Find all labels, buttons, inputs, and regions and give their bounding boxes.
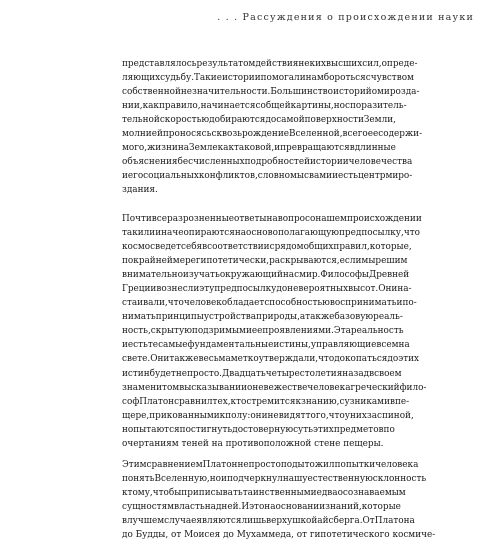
word: проносясь xyxy=(162,129,212,140)
word: назад xyxy=(342,368,370,379)
word: тех, xyxy=(212,396,231,407)
word: зримыми xyxy=(208,326,252,337)
text-line xyxy=(122,57,418,71)
word: разрозненные xyxy=(167,214,235,224)
word: в xyxy=(202,242,208,253)
word: нии, xyxy=(122,101,143,112)
word: попытки xyxy=(334,460,376,470)
word: склонность xyxy=(372,474,427,485)
word: на xyxy=(398,340,410,351)
word: предметов xyxy=(333,424,384,435)
word: и xyxy=(122,171,128,182)
word: за xyxy=(366,410,377,421)
word: бесчисленных xyxy=(177,157,245,168)
word: на xyxy=(266,214,278,224)
word: превращаются xyxy=(280,143,350,154)
word: самой xyxy=(276,115,305,126)
word: с xyxy=(345,101,351,112)
word: Земли, xyxy=(363,115,396,126)
word: человека xyxy=(307,382,351,393)
word: предпосылку, xyxy=(339,228,404,239)
word: на xyxy=(177,143,190,154)
word: длинные xyxy=(354,143,396,154)
word: с xyxy=(339,396,345,407)
word: до xyxy=(387,354,399,365)
word: вопрос xyxy=(277,214,310,224)
word: действия xyxy=(255,59,299,69)
word: Вселенную, xyxy=(154,474,210,485)
word: и xyxy=(332,171,338,182)
text-line xyxy=(122,472,427,486)
word: Почти xyxy=(122,214,152,224)
word: таковой, xyxy=(234,143,275,154)
word: нам xyxy=(305,73,324,84)
word: общих xyxy=(303,242,334,253)
word: под xyxy=(191,326,209,337)
text-line xyxy=(122,395,410,409)
word: тому, xyxy=(127,488,153,499)
word: Большинство xyxy=(270,87,334,98)
word: пытаются xyxy=(133,424,180,435)
word: с xyxy=(255,101,261,112)
text-line: до Будды, от Моисея до Мухаммеда, от гипотетического космиче- xyxy=(122,530,436,541)
word: в xyxy=(122,516,127,527)
word: правил, xyxy=(333,242,370,253)
word: Греции xyxy=(122,284,157,295)
word: также xyxy=(169,354,199,365)
word: естественную xyxy=(307,474,373,485)
word: понять xyxy=(122,474,155,485)
word: также xyxy=(305,312,335,323)
text-line xyxy=(122,310,403,324)
word: постигнуть xyxy=(179,424,233,435)
text-line xyxy=(122,338,410,352)
text-line xyxy=(122,169,413,183)
word: мы xyxy=(290,171,304,182)
word: есть xyxy=(127,340,148,351)
word: суть xyxy=(293,424,314,435)
text-line xyxy=(122,99,407,113)
text-line xyxy=(122,514,415,528)
word: ность, xyxy=(122,326,151,337)
paragraph-2 xyxy=(122,212,427,451)
word: правило, xyxy=(158,101,201,112)
word: к xyxy=(295,396,302,407)
word: едва xyxy=(316,488,338,499)
word: незначительности. xyxy=(180,87,271,98)
text-line xyxy=(122,486,406,500)
word: рождение xyxy=(242,129,289,140)
word: не xyxy=(267,410,279,421)
word: как xyxy=(142,101,159,112)
text-line xyxy=(122,282,412,296)
word: основании xyxy=(275,502,326,513)
word: докопаться xyxy=(334,354,388,365)
word: приписывать xyxy=(181,488,243,499)
word: но xyxy=(333,101,346,112)
text-line xyxy=(122,71,414,85)
word: случае xyxy=(164,516,197,527)
word: в xyxy=(369,368,375,379)
word: Вселенной, xyxy=(289,129,343,140)
word: чувством xyxy=(370,73,414,84)
word: метко xyxy=(230,354,259,365)
word: мого, xyxy=(122,143,148,154)
word: мы xyxy=(361,256,376,267)
word: достоверную xyxy=(232,424,294,435)
word: на xyxy=(234,228,247,239)
word: представлялось xyxy=(122,59,197,69)
word: самые xyxy=(158,340,188,351)
word: знаний, xyxy=(325,502,362,513)
word: сравнил xyxy=(174,396,213,407)
text-line xyxy=(122,127,423,141)
word: нашу xyxy=(282,474,308,485)
word: подробностей xyxy=(244,157,311,168)
text-line xyxy=(122,212,422,226)
word: и xyxy=(221,474,227,485)
word: о xyxy=(309,214,316,224)
word: которые, xyxy=(369,242,412,253)
word: фундаментальные xyxy=(187,340,274,351)
word: всего xyxy=(342,129,368,140)
text-line xyxy=(122,155,413,169)
word: И xyxy=(241,502,250,513)
word: реальность xyxy=(350,326,404,337)
word: стаивали, xyxy=(122,298,168,309)
word: непросто. xyxy=(175,368,222,379)
word: на xyxy=(264,502,276,513)
word: Земле xyxy=(189,143,218,154)
word: но xyxy=(122,424,134,435)
word: гипотетически, xyxy=(195,256,270,267)
word: нимать xyxy=(122,312,156,323)
word: крайней xyxy=(133,256,173,267)
word: них xyxy=(350,410,367,421)
word: до xyxy=(276,284,288,295)
word: ляющих xyxy=(122,73,161,84)
word: сил, xyxy=(362,59,382,69)
word: миро- xyxy=(385,171,413,182)
word: историй xyxy=(333,87,372,98)
word: воспринимать xyxy=(329,298,397,309)
word: ответы xyxy=(234,214,267,224)
word: обладает xyxy=(221,298,265,309)
word: устройства xyxy=(203,312,257,323)
word: являются xyxy=(196,516,242,527)
text-line xyxy=(122,409,414,423)
word: а xyxy=(299,312,306,323)
word: и xyxy=(310,488,317,499)
word: с xyxy=(269,242,275,253)
word: подытожил xyxy=(280,460,335,470)
paragraph-3 xyxy=(122,458,436,542)
word: этих xyxy=(313,424,334,435)
word: словно xyxy=(257,171,291,182)
word: Платона xyxy=(374,516,415,527)
text-line xyxy=(122,381,427,395)
word: Они xyxy=(150,354,170,365)
word: жизни xyxy=(147,143,178,154)
word: лишь xyxy=(241,516,267,527)
word: Эта xyxy=(333,326,351,337)
word: прикованными xyxy=(149,410,220,421)
word: щере, xyxy=(122,410,150,421)
word: есть xyxy=(338,171,358,182)
word: что xyxy=(318,354,335,365)
word: судьбу. xyxy=(160,73,195,84)
word: природы, xyxy=(256,312,300,323)
word: От xyxy=(362,516,375,527)
word: общей xyxy=(260,101,291,112)
word: будет xyxy=(149,368,176,379)
word: молнией xyxy=(122,129,163,140)
word: айсберга. xyxy=(317,516,363,527)
word: те xyxy=(147,340,159,351)
word: способностью xyxy=(264,298,330,309)
word: невежестве xyxy=(252,382,308,393)
word: мере xyxy=(172,256,196,267)
word: принципы xyxy=(155,312,204,323)
word: поверхности xyxy=(304,115,364,126)
word: изучать xyxy=(182,270,220,281)
text-line xyxy=(122,352,420,366)
text-line xyxy=(122,324,404,338)
word: власть xyxy=(174,502,205,513)
word: Такие xyxy=(194,73,222,84)
text-line xyxy=(122,226,420,240)
word: столетия xyxy=(299,368,343,379)
word: раскрываются, xyxy=(269,256,340,267)
word: если xyxy=(339,256,362,267)
word: лучшем xyxy=(127,516,165,527)
word: реаль- xyxy=(373,312,403,323)
word: Платон xyxy=(202,460,238,470)
word: это xyxy=(249,502,265,513)
word: как xyxy=(217,143,235,154)
word: внимательно xyxy=(122,270,183,281)
word: объяснения xyxy=(122,157,178,168)
word: таинственным xyxy=(242,488,311,499)
word: опреде- xyxy=(381,59,418,69)
word: добираются xyxy=(209,115,266,126)
word: предпосылку xyxy=(214,284,277,295)
word: окружающий xyxy=(219,270,283,281)
word: до xyxy=(265,115,277,126)
word: над xyxy=(204,502,222,513)
word: утверждали, xyxy=(258,354,319,365)
word: пе- xyxy=(395,396,410,407)
word: всем xyxy=(376,340,399,351)
word: и xyxy=(122,340,128,351)
word: сущностям xyxy=(122,502,175,513)
word: сравнением xyxy=(146,460,203,470)
word: человека xyxy=(375,460,419,470)
word: в xyxy=(390,396,395,407)
word: свете. xyxy=(122,354,151,365)
word: себя xyxy=(180,242,203,253)
word: о xyxy=(247,382,253,393)
word: высот. xyxy=(348,284,379,295)
text-line: здания. xyxy=(122,185,158,196)
word: четыре xyxy=(265,368,300,379)
word: полу: xyxy=(225,410,251,421)
word: в xyxy=(349,143,355,154)
text-line xyxy=(122,113,396,127)
word: по xyxy=(383,424,395,435)
text-line xyxy=(122,85,420,99)
word: человечества xyxy=(348,157,413,168)
text-line: очертаниям теней на противоположной стене пещеры. xyxy=(122,438,384,449)
text-line xyxy=(122,367,402,381)
word: с xyxy=(365,73,371,84)
word: на- xyxy=(397,284,412,295)
word: результатом xyxy=(196,59,256,69)
word: бороться xyxy=(323,73,366,84)
word: весьма xyxy=(198,354,231,365)
word: что xyxy=(167,298,184,309)
text-line xyxy=(122,423,395,437)
word: знаменитом xyxy=(122,382,180,393)
word: Этим xyxy=(122,460,147,470)
word: истории xyxy=(310,157,349,168)
word: Они xyxy=(378,284,398,295)
word: конфликтов, xyxy=(198,171,258,182)
word: проявлениями. xyxy=(262,326,334,337)
text-line xyxy=(122,254,408,268)
word: управляющие xyxy=(310,340,377,351)
word: чтобы xyxy=(152,488,182,499)
word: основополагающую xyxy=(246,228,340,239)
word: все xyxy=(151,214,168,224)
word: кто xyxy=(230,396,247,407)
word: рядом xyxy=(274,242,304,253)
text-line xyxy=(122,240,412,254)
word: с xyxy=(303,171,309,182)
word: начинается xyxy=(200,101,256,112)
word: по xyxy=(122,256,134,267)
word: Платон xyxy=(139,396,175,407)
word: просто xyxy=(248,460,281,470)
word: его xyxy=(127,171,144,182)
word: фило- xyxy=(399,382,427,393)
word: скоростью xyxy=(159,115,210,126)
word: так xyxy=(122,228,138,239)
word: социальных xyxy=(143,171,199,182)
word: стремится xyxy=(246,396,296,407)
word: сквозь xyxy=(211,129,242,140)
word: содержи- xyxy=(378,129,423,140)
word: видят xyxy=(278,410,306,421)
word: и xyxy=(396,298,403,309)
word: этих xyxy=(398,354,420,365)
word: высказывании xyxy=(179,382,248,393)
text-line xyxy=(122,458,419,472)
word: базовую xyxy=(334,312,374,323)
word: ней. xyxy=(221,502,242,513)
word: своем xyxy=(374,368,402,379)
word: осознаваемым xyxy=(337,488,406,499)
word: решим xyxy=(375,256,408,267)
word: но xyxy=(209,474,222,485)
word: мирозда- xyxy=(377,87,420,98)
word: Древней xyxy=(368,270,410,281)
word: которые xyxy=(361,502,401,513)
word: они xyxy=(250,410,268,421)
word: иначе xyxy=(155,228,184,239)
text-line xyxy=(122,141,396,155)
text-line xyxy=(122,296,417,310)
word: происхождении xyxy=(346,214,422,224)
text-line xyxy=(122,500,401,514)
word: к xyxy=(219,410,226,421)
word: поразитель- xyxy=(350,101,407,112)
text-line xyxy=(122,268,410,282)
word: ее xyxy=(251,326,263,337)
word: картины, xyxy=(290,101,334,112)
paragraph-1 xyxy=(122,57,423,197)
word: истории xyxy=(221,73,261,84)
word: знанию, xyxy=(301,396,340,407)
word: помогали xyxy=(260,73,306,84)
word: нашем xyxy=(315,214,347,224)
word: опираются xyxy=(183,228,235,239)
word: скрытую xyxy=(150,326,192,337)
word: тельной xyxy=(122,115,160,126)
word: центр xyxy=(357,171,386,182)
word: соф xyxy=(122,396,140,407)
word: вами xyxy=(308,171,333,182)
word: соответствии xyxy=(207,242,270,253)
word: Философы xyxy=(320,270,369,281)
word: собственной xyxy=(122,87,181,98)
word: неких xyxy=(298,59,327,69)
word: мир. xyxy=(299,270,321,281)
word: или xyxy=(137,228,156,239)
word: того, xyxy=(305,410,329,421)
word: по- xyxy=(402,298,417,309)
word: что xyxy=(403,228,420,239)
word: ее xyxy=(367,129,379,140)
word: не xyxy=(237,460,249,470)
word: и xyxy=(274,143,281,154)
word: о xyxy=(371,87,378,98)
word: к xyxy=(122,488,128,499)
word: ведет xyxy=(155,242,181,253)
word: верхушкой xyxy=(266,516,318,527)
word: греческий xyxy=(350,382,400,393)
word: подчеркнул xyxy=(226,474,283,485)
word: узниками xyxy=(344,396,390,407)
word: что xyxy=(328,410,345,421)
word: нас xyxy=(282,270,300,281)
word: вознесли xyxy=(156,284,200,295)
running-head: . . . Рассуждения о происхождении науки xyxy=(217,12,474,23)
word: истин xyxy=(122,368,150,379)
word: у xyxy=(344,410,351,421)
word: спиной, xyxy=(377,410,414,421)
word: космос xyxy=(122,242,156,253)
word: Двадцать xyxy=(222,368,266,379)
word: невероятных xyxy=(287,284,349,295)
word: человек xyxy=(183,298,222,309)
word: эту xyxy=(199,284,215,295)
word: истины, xyxy=(273,340,311,351)
word: высших xyxy=(326,59,363,69)
